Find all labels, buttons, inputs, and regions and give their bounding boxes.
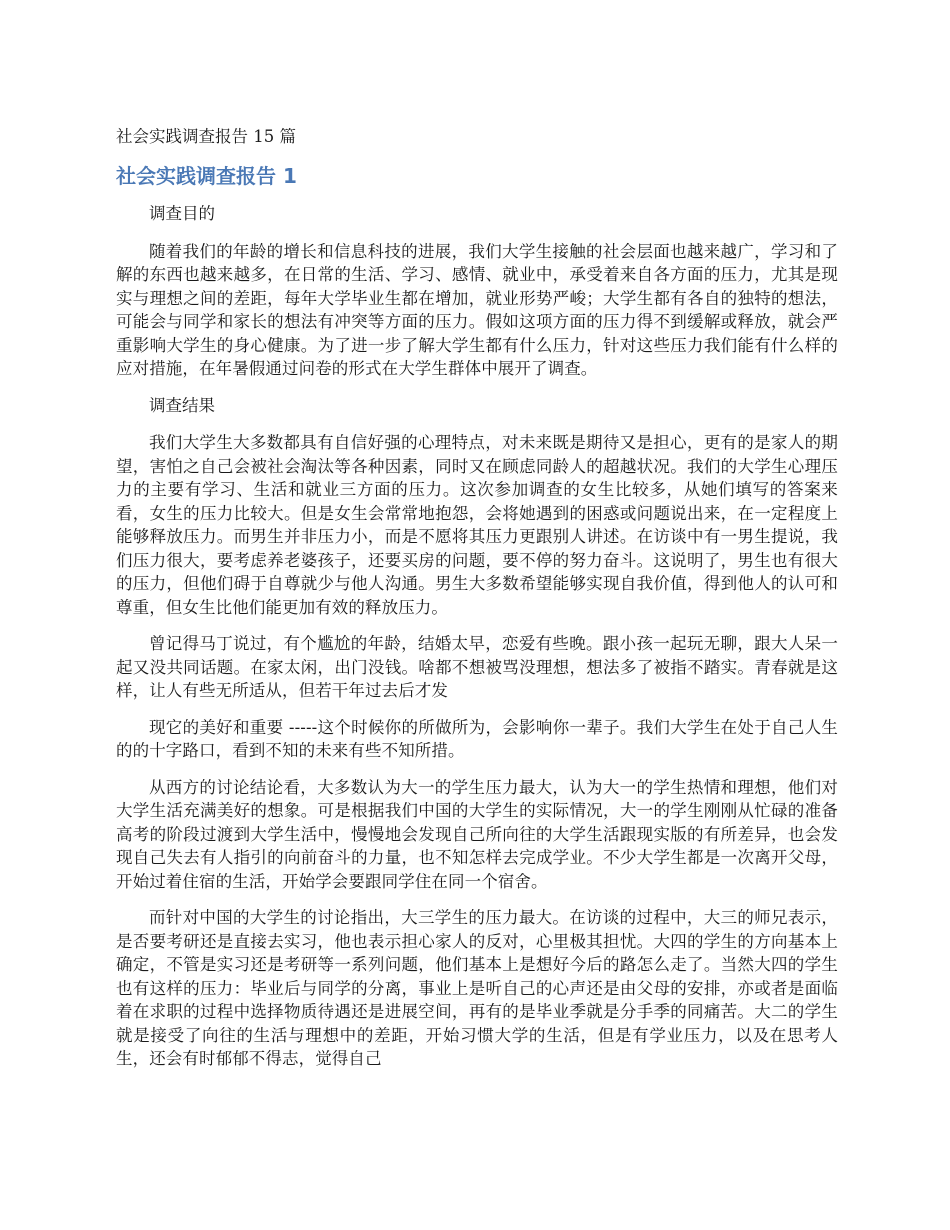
paragraph: 从西方的讨论结论看，大多数认为大一的学生压力最大，认为大一的学生热情和理想，他们对大学生活充满美好的想象。可是根据我们中国的大学生的实际情况，大一的学生刚刚从忙碌的准备高考的阶段过渡到大学生活中，慢慢地会发现自己所向往的大学生活跟现实版的有所差异，也会发现自己失去有人指引的向前奋斗的力量，也不知怎样去完成学业。不少大学生都是一次离开父母，开始过着住宿的生活，开始学会要跟同学住在同一个宿舍。 <box>116 777 838 891</box>
paragraph: 随着我们的年龄的增长和信息科技的进展，我们大学生接触的社会层面也越来越广，学习和了解的东西也越来越多，在日常的生活、学习、感情、就业中，承受着来自各方面的压力，尤其是现实与理想之间的差距，每年大学毕业生都在增加，就业形势严峻；大学生都有各自的独特的想法，可能会与同学和家长的想法有冲突等方面的压力。假如这项方面的压力得不到缓解或释放，就会严重影响大学生的身心健康。为了进一步了解大学生都有什么压力，针对这些压力我们能有什么样的应对措施，在年暑假通过问卷的形式在大学生群体中展开了调查。 <box>116 241 838 378</box>
subheading-results: 调查结果 <box>149 395 215 415</box>
paragraph: 我们大学生大多数都具有自信好强的心理特点，对未来既是期待又是担心，更有的是家人的期望，害怕之自己会被社会淘汰等各种因素，同时又在顾虑同龄人的超越状况。我们的大学生心理压力的主要有学习、生活和就业三方面的压力。这次参加调查的女生比较多，从她们填写的答案来看，女生的压力比较大。但是女生会常常地抱怨，会将她遇到的困惑或问题说出来，在一定程度上能够释放压力。而男生并非压力小，而是不愿将其压力更跟别人讲述。在访谈中有一男生提说，我们压力很大，要考虑养老婆孩子，还要买房的问题，要不停的努力奋斗。这说明了，男生也有很大的压力，但他们碍于自尊就少与他人沟通。男生大多数希望能够实现自我价值，得到他人的认可和尊重，但女生比他们能更加有效的释放压力。 <box>116 433 838 617</box>
document-title: 社会实践调查报告 15 篇 <box>116 127 296 146</box>
paragraph: 而针对中国的大学生的讨论指出，大三学生的压力最大。在访谈的过程中，大三的师兄表示，是否要考研还是直接去实习，他也表示担心家人的反对，心里极其担忧。大四的学生的方向基本上确定，不管是实习还是考研等一系列问题，他们基本上是想好今后的路怎么走了。当然大四的学生也有这样的压力：毕业后与同学的分离，事业上是听自己的心声还是由父母的安排，亦或者是面临着在求职的过程中选择物质待遇还是进展空间，再有的是毕业季就是分手季的同痛苦。大二的学生就是接受了向往的生活与理想中的差距，开始习惯大学的生活，但是有学业压力，以及在思考人生，还会有时郁郁不得志，觉得自己 <box>116 908 838 1068</box>
subheading-purpose: 调查目的 <box>149 204 215 223</box>
section-heading: 社会实践调查报告 1 <box>116 164 297 188</box>
document-body <box>116 124 838 1084</box>
paragraph: 现它的美好和重要 -----这个时候你的所做所为，会影响你一辈子。我们大学生在处于自己人生的的十字路口，看到不知的未来有些不知所措。 <box>116 717 838 760</box>
paragraph: 曾记得马丁说过，有个尴尬的年龄，结婚太早，恋爱有些晚。跟小孩一起玩无聊，跟大人呆一起又没共同话题。在家太闲，出门没钱。啥都不想被骂没理想，想法多了被指不踏实。青春就是这样，让人有些无所适从，但若干年过去后才发 <box>116 634 838 700</box>
